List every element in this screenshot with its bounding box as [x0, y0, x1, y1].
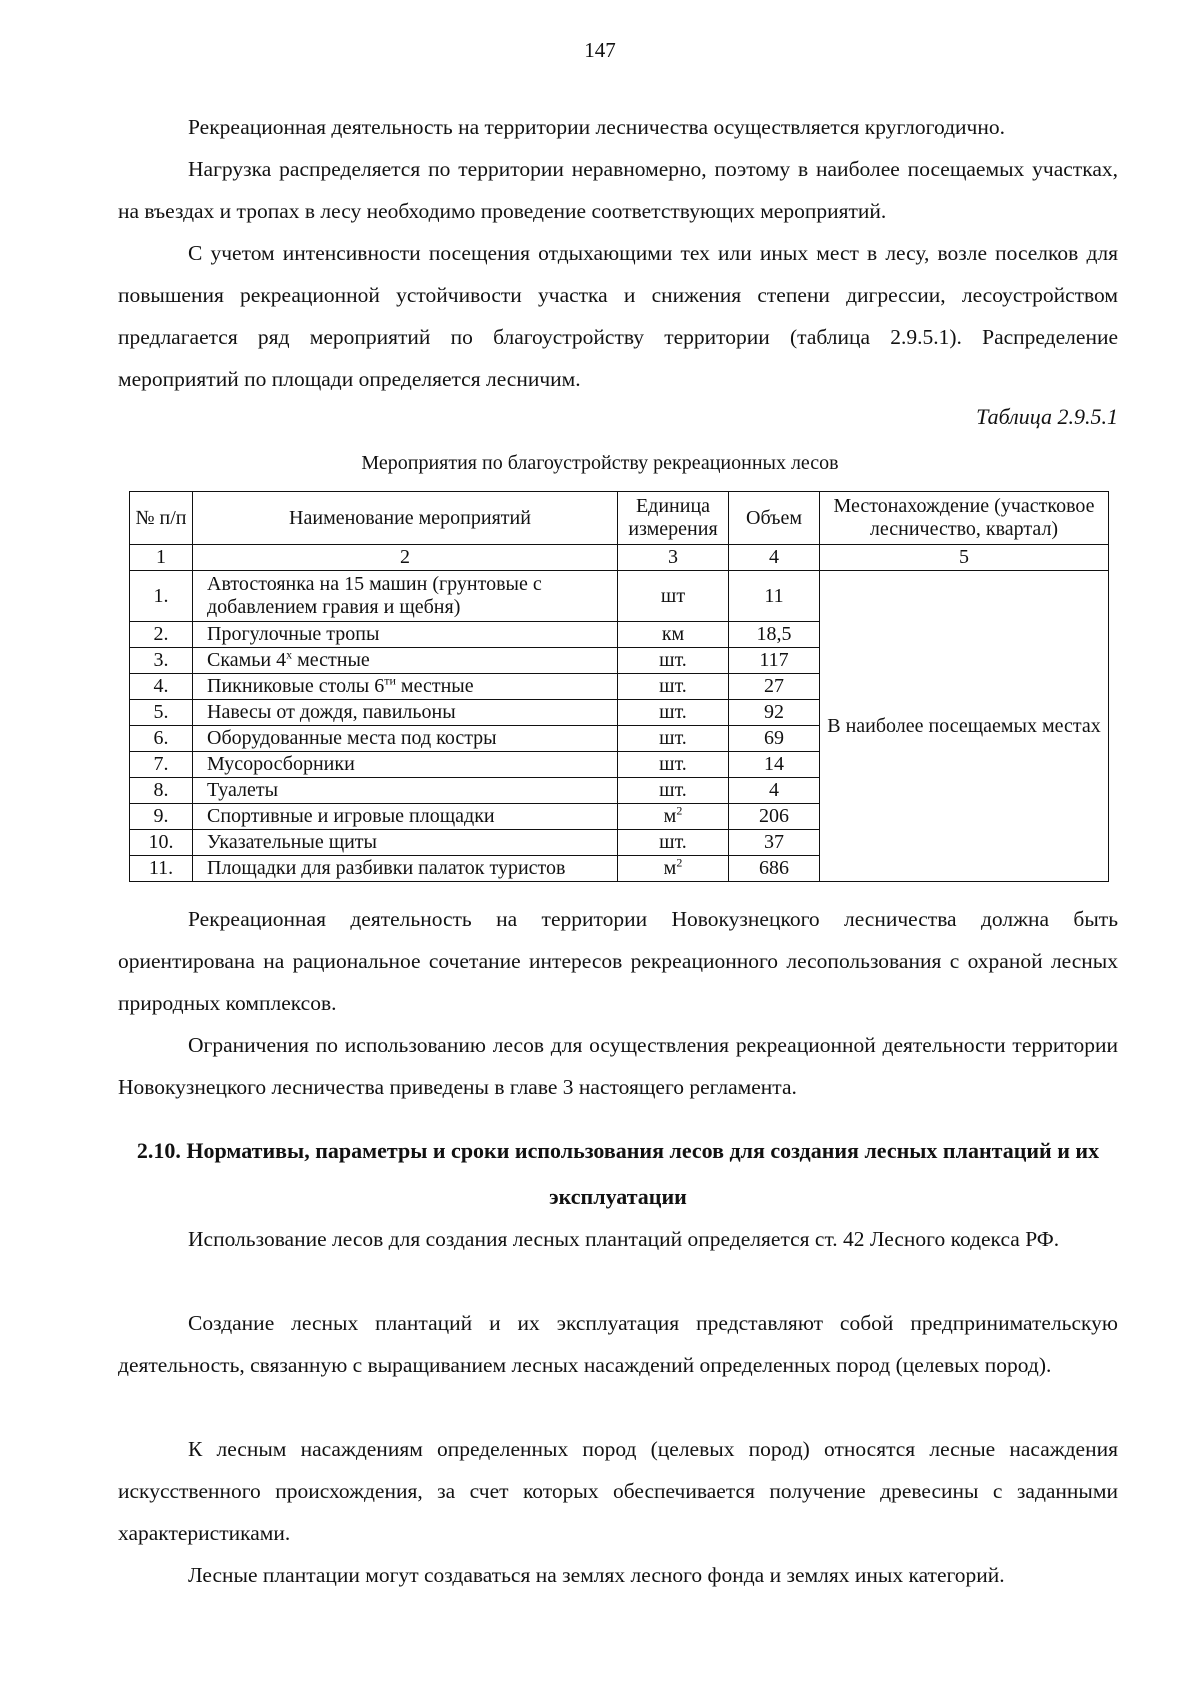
row-unit — [618, 804, 729, 830]
superscript: х — [286, 647, 293, 662]
header-name: Наименование мероприятий — [193, 492, 618, 545]
row-unit: шт. — [618, 752, 729, 778]
row-name-text: Пикниковые столы 6 — [207, 675, 385, 697]
row-name-text: местные — [395, 675, 474, 697]
paragraph: Использование лесов для создания лесных плантаций определяется ст. 42 Лесного кодекса РФ. — [188, 1227, 1060, 1251]
row-unit: км — [618, 622, 729, 648]
row-volume: 27 — [729, 674, 820, 700]
row-number: 8. — [130, 778, 193, 804]
row-name-text: Скамьи 4 — [207, 649, 287, 671]
row-volume: 206 — [729, 804, 820, 830]
row-number: 11. — [130, 856, 193, 882]
unit-text: м — [663, 857, 677, 879]
row-unit: шт. — [618, 726, 729, 752]
row-name: Мусоросборники — [193, 752, 618, 778]
row-number: 3. — [130, 648, 193, 674]
row-unit: шт. — [618, 830, 729, 856]
location-cell: В наиболее посещаемых местах — [820, 571, 1109, 882]
row-volume: 686 — [729, 856, 820, 882]
row-name: Оборудованные места под костры — [193, 726, 618, 752]
row-unit: шт. — [618, 778, 729, 804]
paragraph: Нагрузка распределяется по территории неравномерно, поэтому в наиболее посещаемых участках, на въездах и тропах в лесу необходимо проведение соответствующих мероприятий. — [118, 157, 1118, 223]
section-heading: 2.10. Нормативы, параметры и сроки использования лесов для создания лесных плантаций и их эксплуатации — [136, 1138, 1100, 1209]
row-volume: 18,5 — [729, 622, 820, 648]
paragraph: Создание лесных плантаций и их эксплуатация представляют собой предпринимательскую деятельность, связанную с выращиванием лесных насаждений определенных пород (целевых пород). — [118, 1311, 1118, 1377]
row-volume: 92 — [729, 700, 820, 726]
row-number: 2. — [130, 622, 193, 648]
row-name: Автостоянка на 15 машин (грунтовые с добавлением гравия и щебня) — [193, 571, 618, 622]
row-number: 9. — [130, 804, 193, 830]
row-number: 10. — [130, 830, 193, 856]
page-number: 147 — [584, 38, 616, 62]
row-volume: 4 — [729, 778, 820, 804]
row-name: Спортивные и игровые площадки — [193, 804, 618, 830]
table-label: Таблица 2.9.5.1 — [976, 404, 1118, 429]
row-unit: шт. — [618, 674, 729, 700]
column-number: 4 — [729, 545, 820, 571]
column-number: 2 — [193, 545, 618, 571]
column-number: 5 — [820, 545, 1109, 571]
header-volume: Объем — [729, 492, 820, 545]
column-number: 3 — [618, 545, 729, 571]
row-volume: 37 — [729, 830, 820, 856]
column-number: 1 — [130, 545, 193, 571]
superscript: ти — [384, 673, 396, 688]
row-unit — [618, 856, 729, 882]
measures-table — [129, 491, 1109, 882]
row-number: 1. — [130, 571, 193, 622]
row-unit: шт. — [618, 700, 729, 726]
superscript: 2 — [676, 855, 683, 870]
row-volume: 11 — [729, 571, 820, 622]
header-location: Местонахождение (участковое лесничество, квартал) — [820, 492, 1109, 545]
paragraph: Рекреационная деятельность на территории Новокузнецкого лесничества должна быть ориентирована на рациональное сочетание интересов рекреационного лесопользования с охраной лесных природных комплексов. — [118, 907, 1118, 1015]
row-volume: 117 — [729, 648, 820, 674]
table-header-row — [130, 492, 1109, 545]
row-name: Указательные щиты — [193, 830, 618, 856]
row-number: 5. — [130, 700, 193, 726]
row-unit: шт. — [618, 648, 729, 674]
paragraph: Ограничения по использованию лесов для осуществления рекреационной деятельности территории Новокузнецкого лесничества приведены в главе 3 настоящего регламента. — [118, 1033, 1118, 1099]
paragraph: К лесным насаждениям определенных пород (целевых пород) относятся лесные насаждения искусственного происхождения, за счет которых обеспечивается получение древесины с заданными характеристиками. — [118, 1437, 1118, 1545]
header-no: № п/п — [130, 492, 193, 545]
unit-text: м — [663, 805, 677, 827]
row-unit: шт — [618, 571, 729, 622]
row-volume: 69 — [729, 726, 820, 752]
row-name: Навесы от дождя, павильоны — [193, 700, 618, 726]
paragraph: Лесные плантации могут создаваться на землях лесного фонда и землях иных категорий. — [188, 1563, 1005, 1587]
header-unit: Единица измерения — [618, 492, 729, 545]
paragraph: С учетом интенсивности посещения отдыхающими тех или иных мест в лесу, возле поселков для повышения рекреационной устойчивости участка и снижения степени дигрессии, лесоустройством предлагается ряд мероприятий по благоустройству территории (таблица 2.9.5.1). Распределение мероприятий по площади определяется лесничим. — [118, 241, 1118, 391]
column-number-row — [130, 545, 1109, 571]
row-name: Прогулочные тропы — [193, 622, 618, 648]
row-name: Площадки для разбивки палаток туристов — [193, 856, 618, 882]
row-name: Туалеты — [193, 778, 618, 804]
row-name — [193, 674, 618, 700]
table-row — [130, 571, 1109, 622]
row-name — [193, 648, 618, 674]
row-name-text: местные — [292, 649, 370, 671]
row-volume: 14 — [729, 752, 820, 778]
row-number: 7. — [130, 752, 193, 778]
paragraph: Рекреационная деятельность на территории лесничества осуществляется круглогодично. — [188, 115, 1005, 139]
superscript: 2 — [676, 803, 683, 818]
row-number: 6. — [130, 726, 193, 752]
table-title: Мероприятия по благоустройству рекреационных лесов — [361, 452, 839, 474]
row-number: 4. — [130, 674, 193, 700]
